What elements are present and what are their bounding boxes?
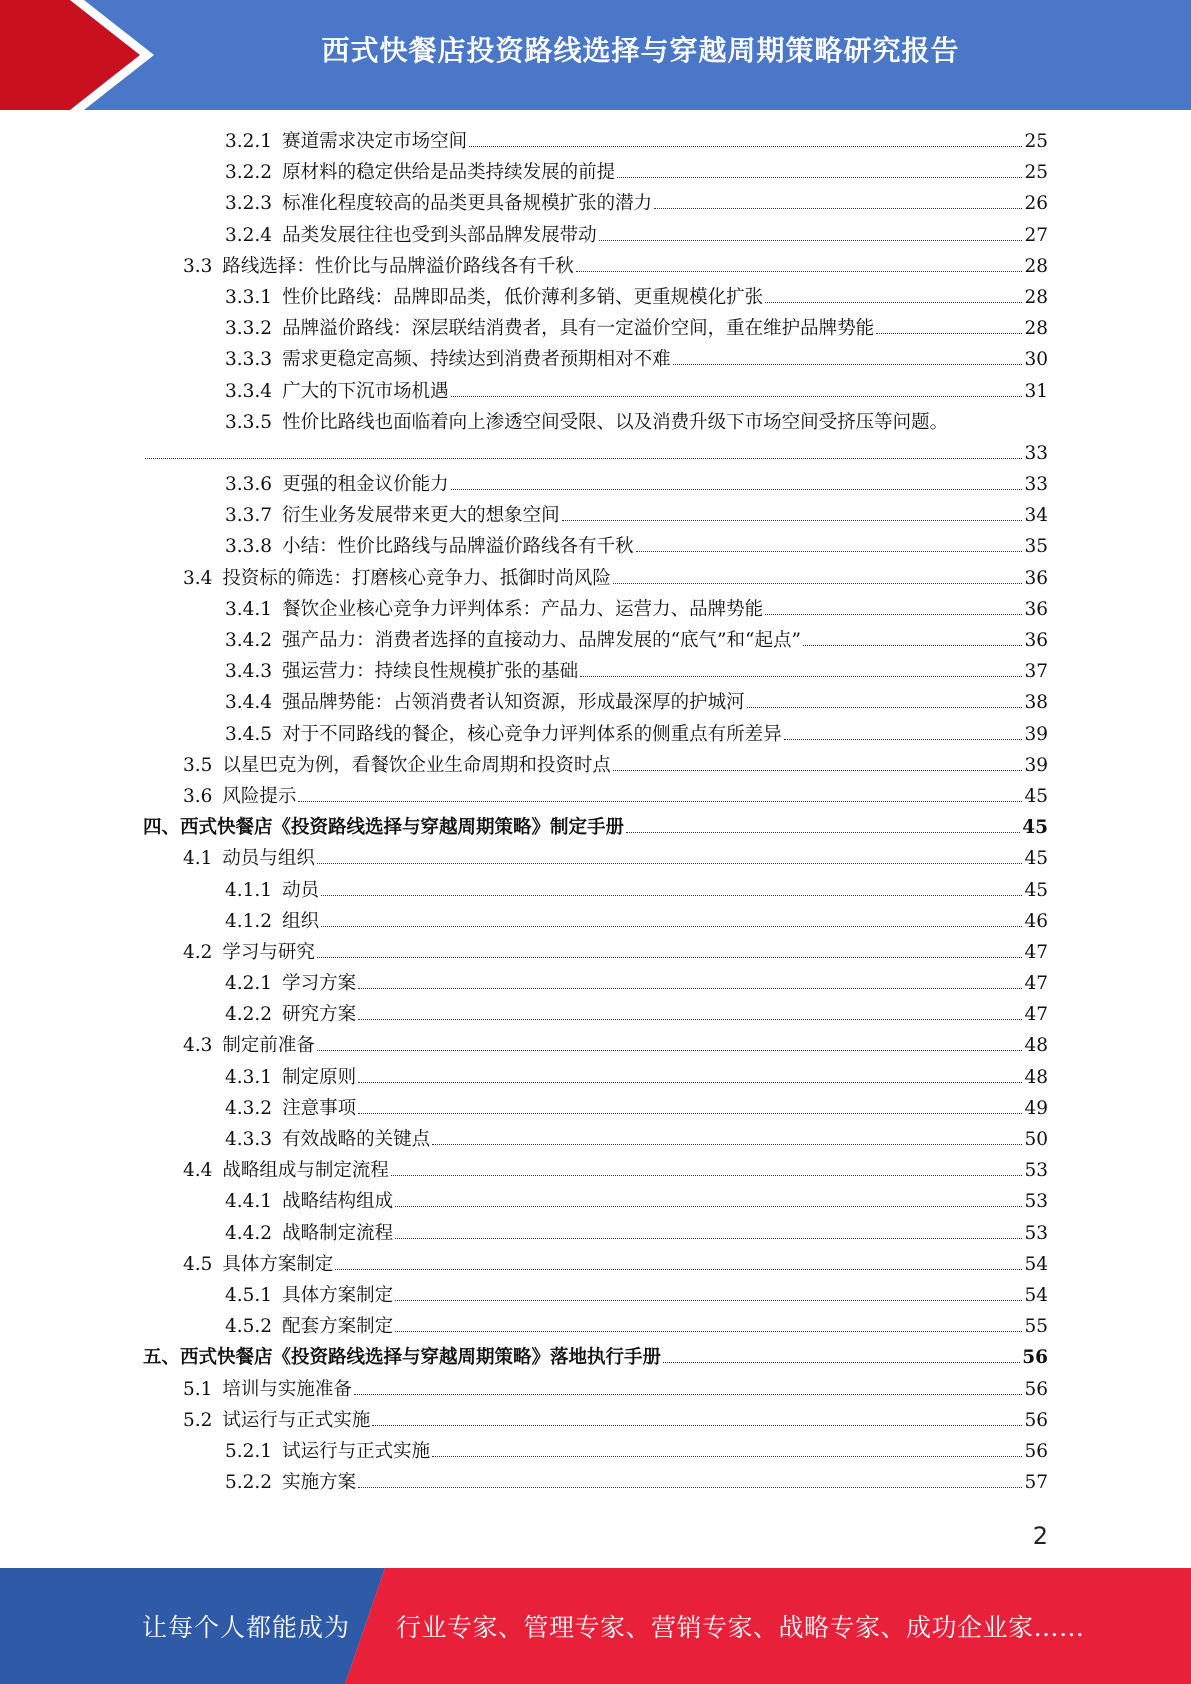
toc-entry[interactable] <box>0 407 1191 438</box>
toc-entry[interactable] <box>0 1374 1191 1405</box>
report-title: 西式快餐店投资路线选择与穿越周期策略研究报告 <box>321 34 960 67</box>
toc-entry[interactable] <box>0 282 1191 313</box>
toc-leader-dots <box>317 1030 1023 1051</box>
toc-leader-dots <box>673 344 1023 365</box>
toc-entry-page: 36 <box>1024 630 1048 651</box>
toc-entry-title: 学习与研究 <box>222 941 315 963</box>
toc-entry-title: 注意事项 <box>282 1097 357 1119</box>
toc-entry-title: 试运行与正式实施 <box>222 1409 371 1431</box>
toc-entry-page: 28 <box>1024 255 1048 277</box>
toc-entry-number: 3.6 <box>183 785 213 807</box>
toc-entry-page: 26 <box>1024 193 1048 215</box>
toc-entry-title: 具体方案制定 <box>282 1284 394 1306</box>
toc-entry-page: 27 <box>1024 224 1048 246</box>
toc-leader-dots <box>626 812 1020 833</box>
toc-entry-title: 更强的租金议价能力 <box>282 474 449 496</box>
toc-entry-page: 46 <box>1024 910 1048 932</box>
toc-entry-title: 制定前准备 <box>222 1035 315 1057</box>
toc-entry-title: 性价比路线：品牌即品类，低价薄利多销、更重规模化扩张 <box>282 286 764 308</box>
toc-leader-dots <box>354 1374 1023 1395</box>
toc-entry[interactable] <box>0 1436 1191 1467</box>
toc-entry-number: 4.5 <box>183 1253 213 1275</box>
toc-entry-title: 品牌溢价路线：深层联结消费者，具有一定溢价空间，重在维护品牌势能 <box>282 318 875 340</box>
toc-entry-number: 3.3.4 <box>225 380 273 402</box>
toc-entry-number: 3.2.2 <box>225 162 273 184</box>
toc-entry[interactable] <box>0 687 1191 718</box>
toc-entry-number: 3.3.8 <box>225 536 273 558</box>
toc-entry-page: 47 <box>1024 1004 1048 1026</box>
toc-entry-number: 3.3.3 <box>225 349 273 371</box>
toc-entry-number: 5.1 <box>183 1378 213 1400</box>
toc-leader-dots <box>636 531 1023 552</box>
toc-entry-number: 3.4.4 <box>225 692 273 714</box>
toc-entry-title: 培训与实施准备 <box>222 1378 352 1400</box>
toc-entry[interactable] <box>0 875 1191 906</box>
toc-entry-title: 需求更稳定高频、持续达到消费者预期相对不难 <box>282 349 671 371</box>
toc-entry-title: 动员与组织 <box>222 848 315 870</box>
toc-entry[interactable] <box>0 781 1191 812</box>
toc-entry-number: 4.3.3 <box>225 1129 273 1150</box>
toc-entry-title: 以星巴克为例，看餐饮企业生命周期和投资时点 <box>222 754 611 776</box>
toc-entry[interactable] <box>0 1186 1191 1217</box>
page-header <box>0 0 1191 110</box>
toc-entry-page: 36 <box>1024 598 1048 620</box>
toc-entry-title: 广大的下沉市场机遇 <box>282 380 449 402</box>
toc-entry-number: 3.3.7 <box>225 505 273 527</box>
toc-entry[interactable] <box>0 313 1191 344</box>
toc-entry[interactable] <box>0 188 1191 219</box>
toc-leader-dots <box>654 188 1022 209</box>
toc-entry-page: 39 <box>1024 723 1048 745</box>
toc-entry-number: 3.4.5 <box>225 723 273 745</box>
toc-entry-title: 具体方案制定 <box>222 1253 334 1275</box>
toc-entry-page: 28 <box>1024 286 1048 308</box>
toc-leader-dots <box>317 843 1023 864</box>
toc-entry-title: 小结：性价比路线与品牌溢价路线各有千秋 <box>282 536 634 558</box>
toc-entry-page: 38 <box>1024 692 1048 714</box>
toc-leader-dots <box>358 999 1022 1020</box>
toc-entry[interactable] <box>0 500 1191 531</box>
toc-entry-number: 4.4 <box>183 1160 213 1182</box>
toc-entry-number: 3.4.2 <box>225 630 273 651</box>
toc-entry-page: 56 <box>1024 1409 1048 1431</box>
toc-leader-dots <box>358 1062 1022 1083</box>
toc-entry[interactable] <box>0 563 1191 594</box>
toc-entry-page: 33 <box>1024 442 1048 464</box>
toc-entry-page: 36 <box>1024 567 1048 589</box>
toc-entry-page: 30 <box>1024 349 1048 371</box>
toc-entry[interactable] <box>0 625 1191 656</box>
toc-entry[interactable] <box>0 469 1191 500</box>
toc-entry-number: 3.3.2 <box>225 318 273 340</box>
toc-entry[interactable] <box>0 906 1191 937</box>
toc-entry-number: 4.3 <box>183 1035 213 1057</box>
toc-entry-number: 4.5.2 <box>225 1316 273 1338</box>
toc-leader-dots <box>451 376 1023 397</box>
toc-entry-page: 53 <box>1024 1191 1048 1213</box>
toc-entry-title: 餐饮企业核心竞争力评判体系：产品力、运营力、品牌势能 <box>282 598 764 620</box>
toc-leader-dots <box>395 1280 1022 1301</box>
toc-entry-number: 3.3.6 <box>225 474 273 496</box>
toc-entry-number: 3.3.5 <box>225 411 273 433</box>
toc-entry-number: 4.1.2 <box>225 910 273 932</box>
toc-leader-dots <box>599 220 1023 241</box>
toc-entry-number: 4.2.1 <box>225 973 273 995</box>
toc-entry-page: 53 <box>1024 1222 1048 1244</box>
toc-entry-title: 制定原则 <box>282 1066 357 1088</box>
toc-leader-dots <box>613 563 1023 584</box>
toc-leader-dots <box>335 1249 1022 1270</box>
toc-leader-dots <box>391 1155 1023 1176</box>
toc-leader-dots <box>747 687 1023 708</box>
page-footer <box>0 1568 1191 1684</box>
toc-entry-page: 37 <box>1024 661 1048 683</box>
toc-leader-dots <box>562 500 1023 521</box>
toc-entry[interactable] <box>0 531 1191 562</box>
toc-leader-dots <box>358 1467 1022 1488</box>
toc-entry-title: 战略组成与制定流程 <box>222 1160 389 1182</box>
toc-entry[interactable] <box>0 157 1191 188</box>
toc-entry-title: 实施方案 <box>282 1472 357 1494</box>
toc-entry[interactable] <box>0 1280 1191 1311</box>
toc-entry-title: 试运行与正式实施 <box>282 1440 431 1462</box>
toc-entry-page: 48 <box>1024 1066 1048 1088</box>
toc-entry-title: 学习方案 <box>282 973 357 995</box>
toc-entry-number: 4.5.1 <box>225 1284 273 1306</box>
toc-entry-number: 五、 <box>143 1347 181 1369</box>
toc-entry-title: 衍生业务发展带来更大的想象空间 <box>282 505 560 527</box>
toc-leader-dots <box>317 937 1023 958</box>
table-of-contents <box>0 126 1191 1498</box>
toc-entry[interactable] <box>0 438 1191 469</box>
toc-entry[interactable] <box>0 1062 1191 1093</box>
toc-entry-number: 4.2 <box>183 941 213 963</box>
toc-leader-dots <box>469 126 1022 147</box>
toc-entry-page: 48 <box>1024 1035 1048 1057</box>
toc-entry-title: 品类发展往往也受到头部品牌发展带动 <box>282 224 597 246</box>
toc-entry-number: 3.5 <box>183 754 213 776</box>
toc-entry-page: 39 <box>1024 754 1048 776</box>
footer-slogan-right: 行业专家、管理专家、营销专家、战略专家、成功企业家…… <box>396 1613 1085 1642</box>
toc-entry[interactable] <box>0 999 1191 1030</box>
toc-entry[interactable] <box>0 1311 1191 1342</box>
toc-leader-dots <box>372 1405 1022 1426</box>
page-number: 2 <box>1032 1522 1048 1550</box>
toc-leader-dots <box>765 282 1022 303</box>
toc-leader-dots <box>617 157 1022 178</box>
toc-entry[interactable] <box>0 968 1191 999</box>
toc-entry-title: 强品牌势能：占领消费者认知资源，形成最深厚的护城河 <box>282 692 745 714</box>
toc-leader-dots <box>432 1436 1022 1457</box>
toc-entry[interactable] <box>0 843 1191 874</box>
toc-leader-dots <box>358 968 1022 989</box>
toc-leader-dots <box>395 1311 1022 1332</box>
toc-entry-title: 赛道需求决定市场空间 <box>282 131 468 152</box>
toc-entry-title: 强运营力：持续良性规模扩张的基础 <box>282 661 579 683</box>
toc-entry[interactable] <box>0 1030 1191 1061</box>
toc-entry-page: 35 <box>1024 536 1048 558</box>
toc-entry-page: 56 <box>1024 1440 1048 1462</box>
toc-entry-title: 路线选择：性价比与品牌溢价路线各有千秋 <box>222 255 574 277</box>
toc-entry-page: 54 <box>1024 1284 1048 1306</box>
toc-entry-title: 风险提示 <box>222 785 297 807</box>
toc-entry[interactable] <box>0 1124 1191 1155</box>
toc-leader-dots <box>321 906 1022 927</box>
toc-entry-page: 56 <box>1024 1378 1048 1400</box>
toc-entry-number: 5.2.2 <box>225 1472 273 1494</box>
toc-entry-title: 对于不同路线的餐企，核心竞争力评判体系的侧重点有所差异 <box>282 723 782 745</box>
toc-entry-number: 四、 <box>143 817 181 839</box>
toc-leader-dots <box>765 594 1022 615</box>
toc-entry-page: 47 <box>1024 973 1048 995</box>
toc-leader-dots <box>663 1342 1020 1363</box>
toc-entry-number: 3.2.4 <box>225 224 273 246</box>
toc-entry[interactable] <box>0 1467 1191 1498</box>
toc-entry-page: 55 <box>1024 1316 1048 1338</box>
toc-entry-number: 5.2.1 <box>225 1440 273 1462</box>
toc-entry-page: 50 <box>1024 1129 1048 1150</box>
toc-entry-number: 3.4.1 <box>225 598 273 620</box>
toc-entry-number: 5.2 <box>183 1409 213 1431</box>
toc-entry-page: 45 <box>1022 817 1048 839</box>
toc-entry-number: 4.4.2 <box>225 1222 273 1244</box>
toc-entry[interactable] <box>0 656 1191 687</box>
toc-entry-title: 有效战略的关键点 <box>282 1129 431 1150</box>
toc-entry-page: 33 <box>1024 474 1048 496</box>
toc-leader-dots <box>784 719 1023 740</box>
toc-entry-title: 标准化程度较高的品类更具备规模扩张的潜力 <box>282 193 653 215</box>
toc-entry-page: 53 <box>1024 1160 1048 1182</box>
toc-entry-page: 47 <box>1024 941 1048 963</box>
toc-chapter-entry[interactable] <box>0 812 1191 843</box>
toc-entry-number: 4.2.2 <box>225 1004 273 1026</box>
toc-leader-dots <box>298 781 1022 802</box>
toc-entry[interactable] <box>0 750 1191 781</box>
toc-entry-title: 配套方案制定 <box>282 1316 394 1338</box>
toc-entry-number: 4.4.1 <box>225 1191 273 1213</box>
toc-entry-number: 4.3.1 <box>225 1066 273 1088</box>
header-chevron-decoration <box>0 0 160 110</box>
toc-entry-page: 57 <box>1024 1472 1048 1494</box>
toc-entry[interactable] <box>0 1155 1191 1186</box>
toc-entry-title: 研究方案 <box>282 1004 357 1026</box>
toc-entry-page: 25 <box>1024 162 1048 184</box>
toc-entry[interactable] <box>0 1218 1191 1249</box>
toc-entry[interactable] <box>0 719 1191 750</box>
toc-entry-title: 组织 <box>282 910 320 932</box>
toc-entry-title: 西式快餐店《投资路线选择与穿越周期策略》落地执行手册 <box>180 1347 662 1369</box>
toc-leader-dots <box>321 875 1022 896</box>
toc-entry-page: 45 <box>1024 848 1048 870</box>
toc-entry-page: 28 <box>1024 318 1048 340</box>
toc-entry-number: 3.3.1 <box>225 286 273 308</box>
toc-entry-title: 原材料的稳定供给是品类持续发展的前提 <box>282 162 616 184</box>
toc-entry[interactable] <box>0 376 1191 407</box>
toc-entry-page: 56 <box>1022 1347 1048 1369</box>
toc-entry-number: 3.4.3 <box>225 661 273 683</box>
toc-leader-dots <box>876 313 1022 334</box>
toc-entry-number: 4.1 <box>183 848 213 870</box>
toc-entry-number: 3.2.1 <box>225 131 273 152</box>
toc-leader-dots <box>613 750 1023 771</box>
toc-entry-page: 34 <box>1024 505 1048 527</box>
toc-entry[interactable] <box>0 1093 1191 1124</box>
toc-leader-dots <box>803 625 1023 646</box>
toc-entry-title: 投资标的筛选：打磨核心竞争力、抵御时尚风险 <box>222 567 611 589</box>
toc-leader-dots <box>358 1093 1022 1114</box>
toc-leader-dots <box>576 251 1023 272</box>
toc-entry-title: 战略结构组成 <box>282 1191 394 1213</box>
toc-leader-dots <box>432 1124 1022 1145</box>
toc-leader-dots <box>580 656 1022 677</box>
toc-entry-page: 45 <box>1024 785 1048 807</box>
toc-entry[interactable] <box>0 126 1191 157</box>
toc-entry[interactable] <box>0 594 1191 625</box>
toc-leader-dots <box>395 1186 1022 1207</box>
toc-entry-page: 45 <box>1024 879 1048 901</box>
toc-entry-page: 49 <box>1024 1097 1048 1119</box>
toc-entry[interactable] <box>0 344 1191 375</box>
toc-entry-number: 4.1.1 <box>225 879 273 901</box>
toc-entry-title: 西式快餐店《投资路线选择与穿越周期策略》制定手册 <box>180 817 625 839</box>
toc-entry-number: 3.3 <box>183 255 213 277</box>
toc-entry-title: 性价比路线也面临着向上渗透空间受限、以及消费升级下市场空间受挤压等问题。 <box>282 411 949 433</box>
toc-entry-number: 3.2.3 <box>225 193 273 215</box>
toc-entry[interactable] <box>0 1249 1191 1280</box>
toc-leader-dots <box>395 1218 1022 1239</box>
toc-leader-dots <box>145 438 1022 459</box>
toc-chapter-entry[interactable] <box>0 1342 1191 1373</box>
toc-entry[interactable] <box>0 251 1191 282</box>
toc-entry-page: 25 <box>1024 131 1048 152</box>
toc-entry[interactable] <box>0 1405 1191 1436</box>
toc-entry-title: 动员 <box>282 879 320 901</box>
footer-slogan-left: 让每个人都能成为 <box>142 1613 351 1642</box>
toc-entry-page: 31 <box>1024 380 1048 402</box>
toc-entry-title: 强产品力：消费者选择的直接动力、品牌发展的“底气”和“起点” <box>282 630 801 651</box>
toc-entry-number: 4.3.2 <box>225 1097 273 1119</box>
toc-entry-title: 战略制定流程 <box>282 1222 394 1244</box>
toc-entry-number: 3.4 <box>183 567 213 589</box>
toc-leader-dots <box>451 469 1023 490</box>
toc-entry[interactable] <box>0 220 1191 251</box>
toc-entry-page: 54 <box>1024 1253 1048 1275</box>
toc-entry[interactable] <box>0 937 1191 968</box>
